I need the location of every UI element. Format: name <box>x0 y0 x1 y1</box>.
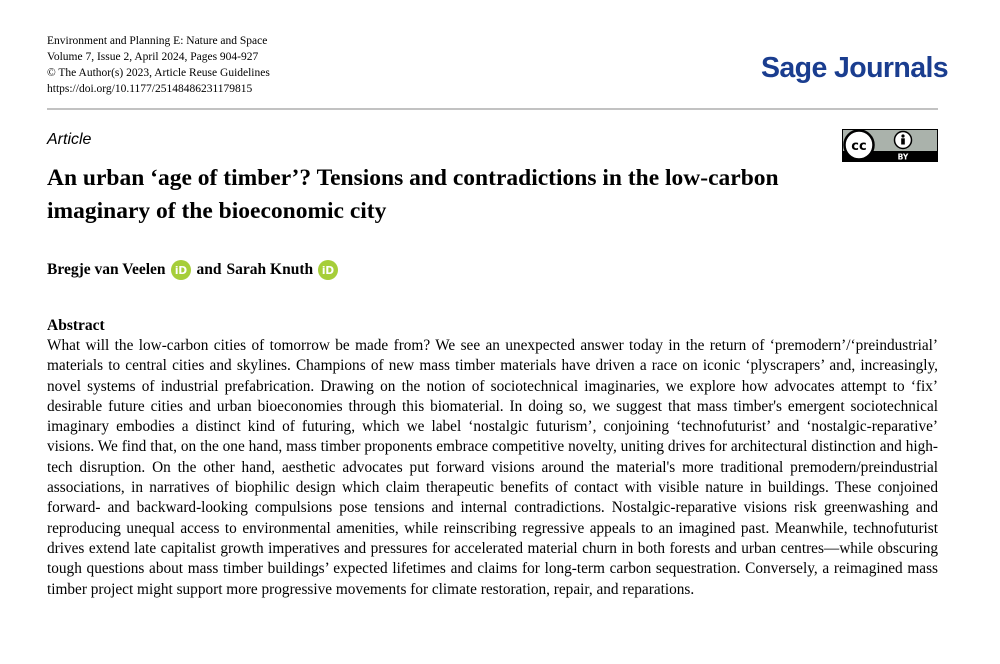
author-connector: and <box>196 261 222 278</box>
license-badge-text: BY <box>897 152 909 162</box>
orcid-icon[interactable] <box>171 260 191 280</box>
abstract-heading: Abstract <box>47 317 105 334</box>
sage-journals-logo[interactable]: Sage Journals <box>761 52 949 84</box>
journal-meta <box>47 33 270 97</box>
svg-text:iD: iD <box>321 265 335 278</box>
abstract-text: What will the low-carbon cities of tomorrow be made from? We see an unexpected answer today in the return of ‘premodern’/‘preindustrial’ materials to central cities and skylines. Champions of new mass timber materials have driven a race on iconic ‘plyscrapers’ and, increasingly, novel systems of industrial prefabrication. Drawing on the notion of sociotechnical imaginaries, we explore how advocates attempt to ‘fix’ desirable future cities and urban bioeconomies through this biomaterial. In doing so, we suggest that mass timber's emergent sociotechnical imaginary embodies a distinct kind of futuring, which we label ‘nostalgic futurism’, conjoining ‘technofuturist’ and ‘nostalgic-reparative’ visions. We find that, on the one hand, mass timber proponents embrace competitive novelty, uniting drives for architectural distinction and high-tech disruption. On the other hand, aesthetic advocates put forward visions around the material's more traditional premodern/preindustrial associations, in narratives of biophilic design which claim therapeutic benefits of contact with visible nature in buildings. These conjoined forward- and backward-looking compulsions pose tensions and internal contradictions. Nostalgic-reparative visions risk greenwashing and reproducing unequal access to environmental amenities, while reinscribing regressive appeals to an imagined past. Meanwhile, technofuturist drives extend late capitalist growth imperatives and pressures for accelerated material churn in both forests and urban centres—while obscuring tough questions about mass timber buildings’ expected lifetimes and claims for long-term carbon sequestration. Conversely, a reimagined mass timber project might support more progressive movements for climate restoration, repair, and reparations. <box>47 337 938 598</box>
author-name[interactable]: Bregje van Veelen <box>47 261 166 278</box>
svg-text:cc: cc <box>851 139 867 154</box>
orcid-icon[interactable] <box>318 260 338 280</box>
article-type: Article <box>47 131 92 148</box>
author-line <box>47 259 344 281</box>
header-divider <box>47 108 938 110</box>
copyright-line[interactable]: © The Author(s) 2023, Article Reuse Guidelines <box>47 67 270 79</box>
cc-by-icon[interactable] <box>842 129 938 162</box>
svg-text:iD: iD <box>174 265 187 278</box>
journal-name: Environment and Planning E: Nature and Space <box>47 35 268 47</box>
journal-issue: Volume 7, Issue 2, April 2024, Pages 904-927 <box>47 51 259 63</box>
author-name[interactable]: Sarah Knuth <box>226 261 314 278</box>
doi-link[interactable]: https://doi.org/10.1177/25148486231179815 <box>47 83 253 95</box>
article-title: An urban ‘age of timber’? Tensions and contradictions in the low-carbon imaginary of the bioeconomic city <box>47 165 779 224</box>
